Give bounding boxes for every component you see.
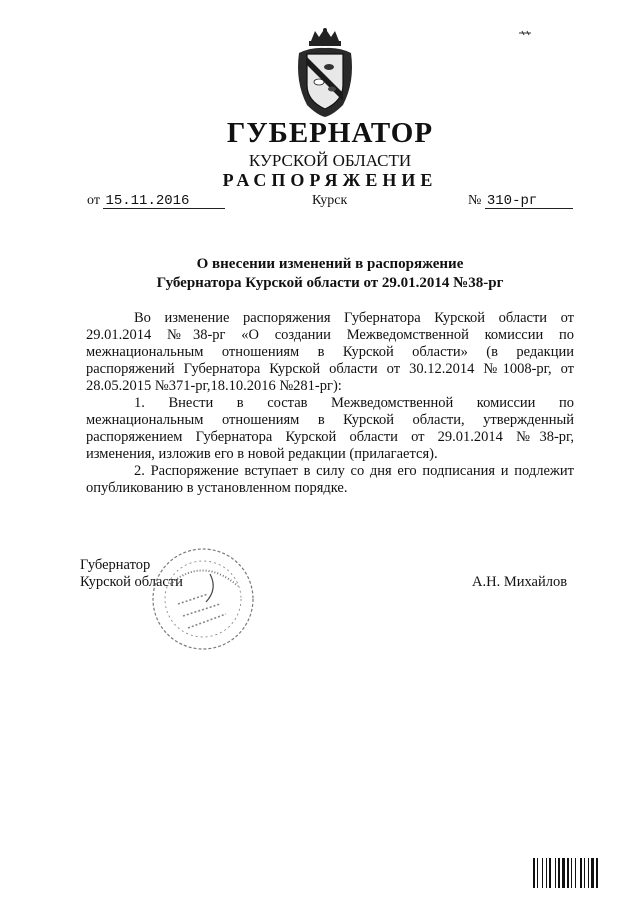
document-number: 310-рг	[485, 194, 573, 209]
subject-line-2: Губернатора Курской области от 29.01.2014 №38-рг	[156, 275, 504, 291]
document-body	[86, 310, 574, 497]
header-title: ГУБЕРНАТОР	[226, 117, 434, 149]
scan-mark	[518, 30, 532, 36]
subject-line-1: О внесении изменений в распоряжение	[196, 256, 464, 272]
coat-of-arms-emblem	[293, 27, 357, 119]
body-paragraph-2: 1. Внести в состав Межведомственной комиссии по межнациональным отношениям в Курской области, утвержденный распоряжением Губернатора Курской области от 29.01.2014 №38-рг, изменения, изложив его в новой редакции (прилагается).	[86, 395, 574, 462]
header-region: КУРСКОЙ ОБЛАСТИ	[248, 151, 412, 170]
number-line	[468, 193, 573, 209]
signatory-name: А.Н. Михайлов	[472, 574, 568, 590]
document-date: 15.11.2016	[103, 194, 225, 209]
body-paragraph-1: Во изменение распоряжения Губернатора Курской области от 29.01.2014 №38-рг «О создании Межведомственной комиссии по межнациональным отношениям в Курской области» (в редакции распоряжений Губернатора Курской области от 30.12.2014 №1008-рг, от 28.05.2015 №371-рг,18.10.2016 №281-рг):	[86, 310, 574, 394]
date-line	[87, 193, 225, 209]
official-stamp	[148, 544, 258, 654]
signature-position-line-2: Курской области	[80, 574, 183, 590]
document-type: РАСПОРЯЖЕНИЕ	[222, 170, 438, 190]
number-prefix: №	[468, 193, 482, 208]
date-prefix: от	[87, 193, 100, 208]
body-paragraph-3: 2. Распоряжение вступает в силу со дня его подписания и подлежит опубликованию в установленном порядке.	[86, 463, 574, 496]
signature-position-line-1: Губернатор	[80, 557, 151, 573]
document-city: Курск	[312, 193, 348, 208]
document-subject	[80, 255, 580, 293]
barcode	[532, 858, 616, 888]
